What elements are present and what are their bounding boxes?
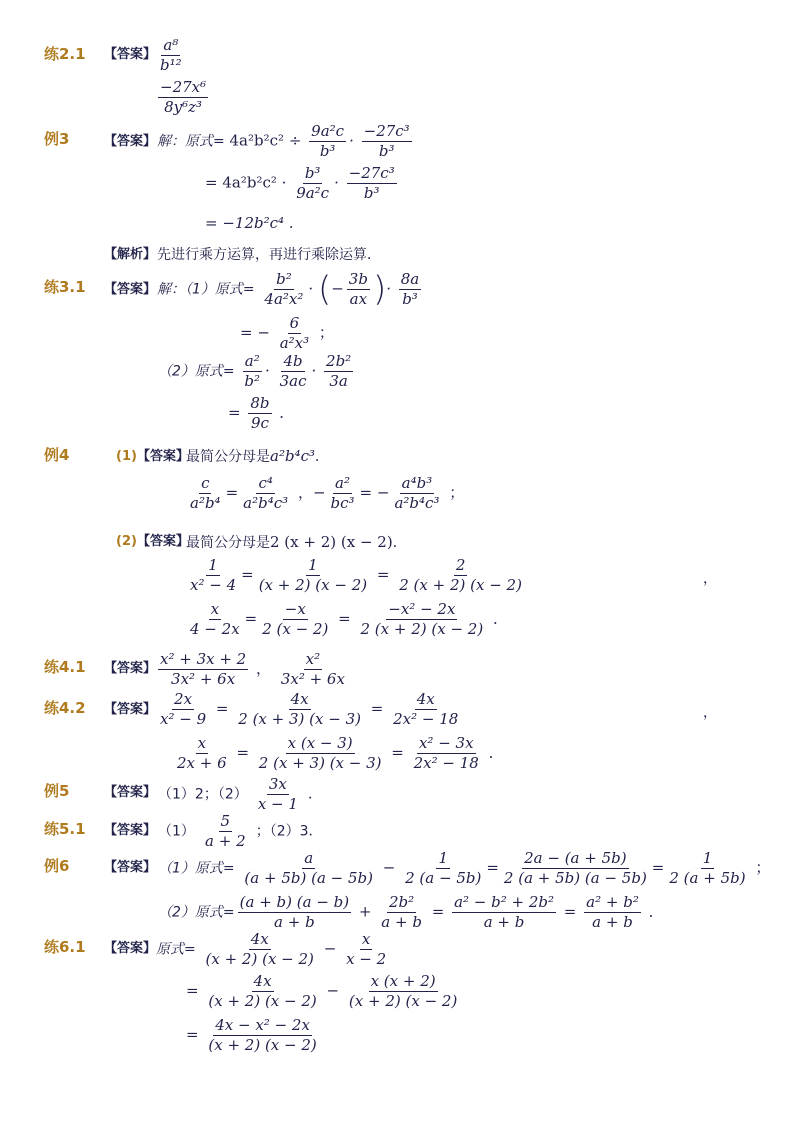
math-line: = 4a²b²c² · $\frac{\text{b³}}{\text{9a²c}}$ · $\frac{\text{−27c³}}{\text{b³}}$ [205, 164, 395, 202]
problem-label: 练4.2 [44, 699, 86, 717]
math-line: $\frac{c}{\text{a²b⁴}}$ = $\frac{\text{c⁴}}{\text{a²b⁴c³}}$ ，− $\frac{\text{a²}}{\text{bc³}}$ = − $\frac{\text{a⁴b³}}{\text{a²b⁴c³}}$ ； [190, 474, 465, 512]
math-line: $\frac{x}{2x + 6}$ = $\frac{x (x - 3)}{2 (x + 3) (x - 3)}$ = $\frac{\text{x² − 3x}}{\text{2x² − 18}}$ ． [177, 734, 504, 772]
answer-tag: (1)【答案】 [116, 449, 189, 464]
problem-label: 练4.1 [44, 658, 86, 676]
math-line: $\frac{\text{x² + 3x + 2}}{\text{3x² + 6x}}$ ， $\frac{\text{x²}}{\text{3x² + 6x}}$ [160, 650, 345, 688]
math-line: 解：原式= 4a²b²c² ÷ $\frac{\text{9a²c}}{\text{b³}}$ · $\frac{\text{−27c³}}{\text{b³}}$ [157, 122, 410, 160]
answer-tag: 【答案】 [104, 941, 157, 956]
math-line: = − $\frac{6}{\text{a²x³}}$ ； [240, 314, 334, 352]
comma: ， [703, 705, 717, 721]
math-line: $\frac{2x}{\text{x² − 9}}$ = $\frac{4x}{2 (x + 3) (x - 3)}$ = $\frac{4x}{\text{2x² − 18}}$ [160, 690, 459, 728]
problem-label: 练2.1 [44, 45, 86, 63]
math-expression: $\frac{\text{a⁸}}{\text{b¹²}}$ [160, 36, 182, 74]
analysis-text: 先进行乘方运算，再进行乘除运算． [157, 247, 381, 263]
answer-tag: (2)【答案】 [116, 534, 189, 549]
math-line: = $\frac{4x}{(x + 2) (x - 2)}$ − $\frac{x (x + 2)}{(x + 2) (x - 2)}$ [186, 972, 458, 1010]
math-line: = −12b²c⁴ . [205, 214, 294, 232]
example-label: 例5 [44, 782, 70, 800]
answer-tag: 【答案】 [104, 860, 157, 875]
lcd-line: 最简公分母是2 (x + 2) (x − 2)． [186, 533, 407, 551]
math-expression: $\frac{\text{−27x⁶}}{\text{8y⁶z³}}$ [160, 78, 207, 116]
answer-tag: 【答案】 [104, 134, 157, 149]
math-line: $\frac{x}{4 - 2x}$ = $\frac{-x}{2 (x - 2)}$ = $\frac{\text{−x² − 2x}}{2 (x + 2) (x - 2)}$ ． [190, 600, 508, 638]
math-line: = $\frac{8b}{9c}$ ． [228, 394, 295, 432]
math-line: （2）原式= $\frac{(a + b) (a - b)}{a + b}$ + $\frac{\text{2b²}}{a + b}$ = $\frac{\text{a² − b² + 2b²}}{a + b}$ = $\frac{\text{a² + b²}}{a + b}$ ． [158, 893, 664, 931]
problem-label: 练5.1 [44, 820, 86, 838]
example-label: 例3 [44, 130, 70, 148]
problem-label: 练6.1 [44, 938, 86, 956]
problem-label: 练3.1 [44, 278, 86, 296]
math-line: （1） $\frac{5}{a + 2}$ ；（2）3． [158, 812, 323, 850]
math-line: （2）原式= $\frac{\text{a²}}{\text{b²}}$ · $\frac{4b}{3ac}$ · $\frac{\text{2b²}}{3a}$ [158, 352, 352, 390]
example-label: 例6 [44, 857, 70, 875]
math-line: 解：（1）原式= $\frac{\text{b²}}{\text{4a²x²}}$ · (− $\frac{3b}{ax}$ )· $\frac{8a}{\text{b³}}$ [157, 269, 420, 310]
answer-tag: 【答案】 [104, 785, 157, 800]
math-line: $\frac{1}{\text{x² − 4}}$ = $\frac{1}{(x + 2) (x - 2)}$ = $\frac{2}{2 (x + 2) (x - 2)}$ [190, 556, 522, 594]
comma: ， [703, 571, 717, 587]
analysis-tag: 【解析】 [104, 247, 157, 262]
answer-tag: 【答案】 [104, 47, 157, 62]
answer-tag: 【答案】 [104, 702, 157, 717]
math-line: = $\frac{\text{4x − x² − 2x}}{(x + 2) (x - 2)}$ [186, 1016, 317, 1054]
answer-tag: 【答案】 [104, 661, 157, 676]
math-line: （1）原式= $\frac{a}{(a + 5b) (a - 5b)}$ − $\frac{1}{2 (a - 5b)}$ = $\frac{2a - (a + 5b)}{2 (a + 5b) (a - 5b)}$ = $\frac{1}{2 (a + 5b)}$ ； [158, 849, 771, 887]
lcd-line: 最简公分母是a²b⁴c³． [186, 447, 329, 465]
math-line: （1）2；（2） $\frac{3x}{x - 1}$ ． [158, 775, 323, 813]
answer-tag: 【答案】 [104, 282, 157, 297]
answer-tag: 【答案】 [104, 823, 157, 838]
example-label: 例4 [44, 446, 70, 464]
math-line: 原式= $\frac{4x}{(x + 2) (x - 2)}$ − $\frac{x}{x - 2}$ [156, 930, 387, 968]
